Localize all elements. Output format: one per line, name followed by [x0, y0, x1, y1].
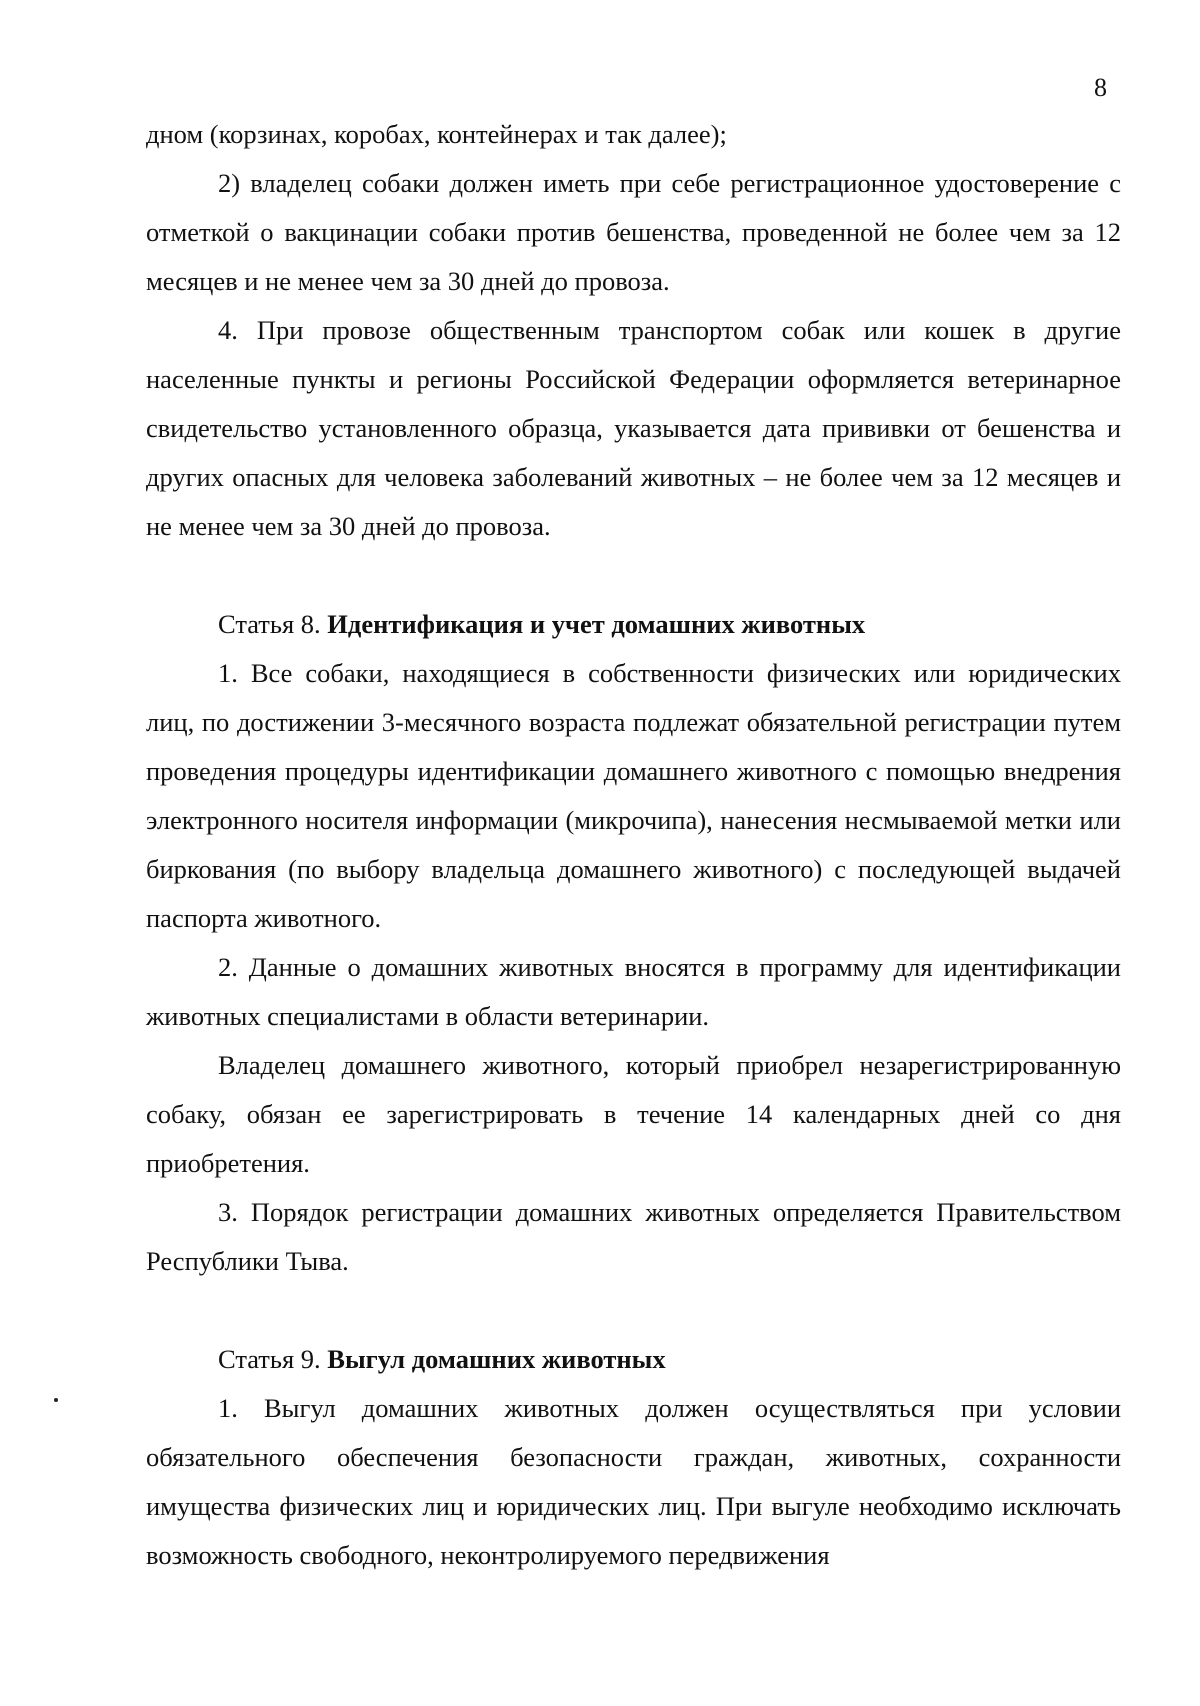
scan-speck [54, 1398, 58, 1402]
paragraph-continuation: дном (корзинах, коробах, контейнерах и так далее); [146, 119, 727, 149]
article-8-heading [146, 600, 1121, 649]
article-9-title: Выгул домашних животных [327, 1344, 666, 1374]
article-8-paragraph-3: 3. Порядок регистрации домашних животных определяется Правительством Республики Тыва. [146, 1197, 1121, 1276]
article-8-paragraph-2: 2. Данные о домашних животных вносятся в программу для идентификации животных специалистами в области ветеринарии. [146, 952, 1121, 1031]
document-body [146, 110, 1121, 1580]
paragraph-item-4: 4. При провозе общественным транспортом собак или кошек в другие населенные пункты и регионы Российской Федерации оформляется ветеринарное свидетельство установленного образца, указывается дата прививки от бешенства и других опасных для человека заболеваний животных – не более чем за 12 месяцев и не менее чем за 30 дней до провоза. [146, 315, 1121, 541]
section-gap [146, 551, 1121, 600]
section-gap [146, 1286, 1121, 1335]
article-8-prefix: Статья 8. [218, 609, 328, 639]
paragraph-item-2: 2) владелец собаки должен иметь при себе регистрационное удостоверение с отметкой о вакцинации собаки против бешенства, проведенной не более чем за 12 месяцев и не менее чем за 30 дней до провоза. [146, 168, 1121, 296]
article-8-paragraph-1: 1. Все собаки, находящиеся в собственности физических или юридических лиц, по достижении 3-месячного возраста подлежат обязательной регистрации путем проведения процедуры идентификации домашнего животного с помощью внедрения электронного носителя информации (микрочипа), нанесения несмываемой метки или биркования (по выбору владельца домашнего животного) с последующей выдачей паспорта животного. [146, 658, 1121, 933]
article-8-paragraph-owner: Владелец домашнего животного, который приобрел незарегистрированную собаку, обязан ее зарегистрировать в течение 14 календарных дней со дня приобретения. [146, 1050, 1121, 1178]
article-9-heading [146, 1335, 1121, 1384]
article-9-prefix: Статья 9. [218, 1344, 328, 1374]
article-9-paragraph-1: 1. Выгул домашних животных должен осуществляться при условии обязательного обеспечения безопасности граждан, животных, сохранности имущества физических лиц и юридических лиц. При выгуле необходимо исключать возможность свободного, неконтролируемого передвижения [146, 1393, 1121, 1570]
page-number: 8 [1094, 73, 1107, 102]
article-8-title: Идентификация и учет домашних животных [327, 609, 866, 639]
